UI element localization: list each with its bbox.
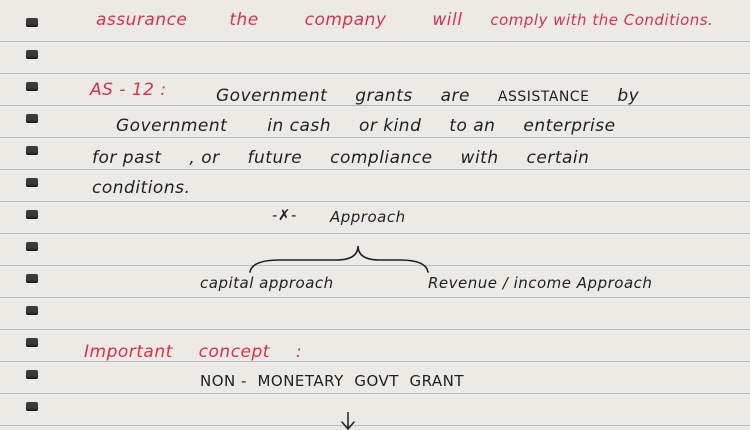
word: to an [449,116,496,136]
word: future [247,148,303,168]
line-definition-3 [92,148,611,168]
word: , or [189,148,220,168]
line-definition-1 [216,86,661,106]
word: will [432,10,463,30]
word: are [440,86,471,106]
word: grants [355,86,413,106]
as12-label: AS - 12 : [90,80,167,100]
approach-title: Approach [330,208,406,226]
word: the [229,10,259,30]
word: in cash [267,116,332,136]
word: by [617,86,640,106]
word: or kind [358,116,422,136]
capital-approach: capital approach [200,274,334,292]
approach-marker: -✗- [272,206,297,224]
word: Government [216,86,328,106]
line-definition-2 [116,116,638,136]
word: for past [92,148,162,168]
spiral-binding [26,0,40,430]
word: comply with the Conditions. [490,11,714,29]
non-monetary-grant: NON - MONETARY GOVT GRANT [200,372,465,390]
brace-shape [240,242,670,276]
word: compliance [330,148,433,168]
revenue-approach: Revenue / income Approach [428,274,653,292]
down-arrow-icon [338,412,358,430]
word: with [460,148,499,168]
word: enterprise [523,116,616,136]
line-definition-4: conditions. [92,178,191,198]
word: ASSISTANCE [497,89,590,105]
line-assurance [96,10,735,30]
important-concept: Important concept : [84,342,303,362]
word: company [304,10,387,30]
word: Government [116,116,228,136]
word: certain [526,148,590,168]
word: assurance [96,10,188,30]
